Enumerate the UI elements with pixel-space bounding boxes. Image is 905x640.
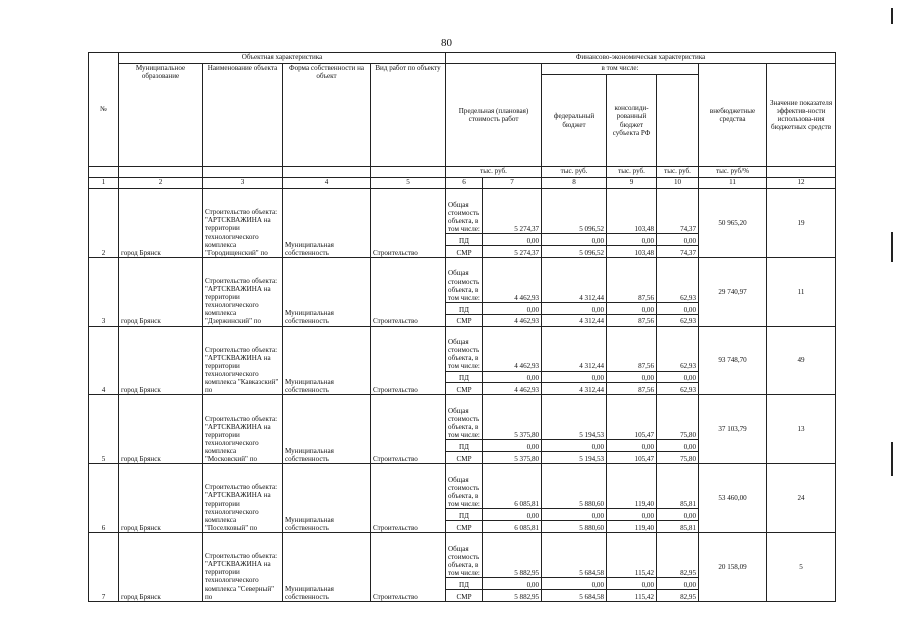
unit-consolidated: тыс. руб. xyxy=(607,167,657,178)
total-label: Общая стоимость объекта, в том числе: xyxy=(446,326,483,371)
work-type-cell: Строительство xyxy=(371,395,446,464)
col-num-7: 7 xyxy=(483,178,542,189)
consolidated-value: 105,47 xyxy=(607,452,657,464)
scan-edge-mark xyxy=(891,232,893,262)
table-row xyxy=(89,395,836,440)
col-num-4: 4 xyxy=(283,178,371,189)
municipality-cell: город Брянск xyxy=(119,464,203,533)
indicator-value: 53 460,00 xyxy=(699,464,767,533)
offbudget-value: 62,93 xyxy=(657,314,699,326)
col-num-3: 3 xyxy=(203,178,283,189)
indicator-value: 50 965,20 xyxy=(699,189,767,258)
work-type-cell: Строительство xyxy=(371,189,446,258)
row-number: 4 xyxy=(89,326,119,395)
federal-value: 5 880,60 xyxy=(542,464,607,509)
cost-value: 5 375,80 xyxy=(483,452,542,464)
cost-value: 4 462,93 xyxy=(483,257,542,302)
ownership-cell: Муниципальная собственность xyxy=(283,464,371,533)
table-row xyxy=(89,326,836,371)
municipality-cell: город Брянск xyxy=(119,532,203,601)
header-work-type: Вид работ по объекту xyxy=(371,64,446,167)
cost-value: 5 882,95 xyxy=(483,589,542,601)
col-num-10: 10 xyxy=(657,178,699,189)
consolidated-value: 87,56 xyxy=(607,326,657,371)
header-consolidated-spacer xyxy=(657,75,699,167)
header-indicator: Значение показателя эффектив-ности использова-ния бюджетных средств xyxy=(767,64,836,167)
federal-value: 4 312,44 xyxy=(542,257,607,302)
ownership-cell: Муниципальная собственность xyxy=(283,532,371,601)
offbudget-value: 0,00 xyxy=(657,509,699,521)
work-type-cell: Строительство xyxy=(371,532,446,601)
municipality-cell: город Брянск xyxy=(119,189,203,258)
cost-value: 5 274,37 xyxy=(483,189,542,234)
pd-label: ПД xyxy=(446,577,483,589)
consolidated-value: 115,42 xyxy=(607,589,657,601)
object-name-cell: Строительство объекта: "АРТСКВАЖИНА на территории технологического комплекса "Кавказский" по xyxy=(203,326,283,395)
row-number: 6 xyxy=(89,464,119,533)
cost-value: 0,00 xyxy=(483,371,542,383)
federal-value: 5 194,53 xyxy=(542,395,607,440)
rank-value: 13 xyxy=(767,395,836,464)
pd-label: ПД xyxy=(446,234,483,246)
header-object-group: Объектная характеристика xyxy=(119,53,446,64)
rank-value: 11 xyxy=(767,257,836,326)
object-name-cell: Строительство объекта: "АРТСКВАЖИНА на территории технологического комплекса "Городищенский" по xyxy=(203,189,283,258)
rank-value: 49 xyxy=(767,326,836,395)
col-num-6: 6 xyxy=(446,178,483,189)
federal-value: 5 194,53 xyxy=(542,452,607,464)
smr-label: СМР xyxy=(446,314,483,326)
cost-value: 0,00 xyxy=(483,509,542,521)
pd-label: ПД xyxy=(446,509,483,521)
header-municipality: Муниципальное образование xyxy=(119,64,203,167)
col-num-11: 11 xyxy=(699,178,767,189)
object-name-cell: Строительство объекта: "АРТСКВАЖИНА на территории технологического комплекса "Поселковый" по xyxy=(203,464,283,533)
municipality-cell: город Брянск xyxy=(119,326,203,395)
consolidated-value: 115,42 xyxy=(607,532,657,577)
federal-value: 5 096,52 xyxy=(542,245,607,257)
offbudget-value: 62,93 xyxy=(657,383,699,395)
smr-label: СМР xyxy=(446,521,483,533)
federal-value: 0,00 xyxy=(542,577,607,589)
offbudget-value: 85,81 xyxy=(657,521,699,533)
row-number: 7 xyxy=(89,532,119,601)
cost-value: 0,00 xyxy=(483,234,542,246)
header-offbudget: внебюджетные средства xyxy=(699,64,767,167)
rank-value: 19 xyxy=(767,189,836,258)
table-row xyxy=(89,189,836,234)
header-num: № xyxy=(89,53,119,167)
table-row xyxy=(89,464,836,509)
offbudget-value: 82,95 xyxy=(657,532,699,577)
cost-value: 6 085,81 xyxy=(483,464,542,509)
cost-value: 6 085,81 xyxy=(483,521,542,533)
total-label: Общая стоимость объекта, в том числе: xyxy=(446,464,483,509)
col-num-12: 12 xyxy=(767,178,836,189)
consolidated-value: 103,48 xyxy=(607,189,657,234)
indicator-value: 29 740,97 xyxy=(699,257,767,326)
consolidated-value: 87,56 xyxy=(607,257,657,302)
offbudget-value: 82,95 xyxy=(657,589,699,601)
consolidated-value: 0,00 xyxy=(607,509,657,521)
consolidated-value: 87,56 xyxy=(607,314,657,326)
row-number: 3 xyxy=(89,257,119,326)
unit-federal: тыс. руб. xyxy=(542,167,607,178)
smr-label: СМР xyxy=(446,245,483,257)
offbudget-value: 62,93 xyxy=(657,326,699,371)
ownership-cell: Муниципальная собственность xyxy=(283,395,371,464)
header-cost: Предельная (плановая) стоимость работ xyxy=(446,64,542,167)
ownership-cell: Муниципальная собственность xyxy=(283,257,371,326)
offbudget-value: 0,00 xyxy=(657,371,699,383)
pd-label: ПД xyxy=(446,440,483,452)
cost-value: 0,00 xyxy=(483,577,542,589)
page-number: 80 xyxy=(441,37,452,49)
federal-value: 0,00 xyxy=(542,371,607,383)
unit-cost: тыс. руб. xyxy=(446,167,542,178)
indicator-value: 37 103,79 xyxy=(699,395,767,464)
indicator-value: 20 158,09 xyxy=(699,532,767,601)
offbudget-value: 75,80 xyxy=(657,452,699,464)
consolidated-value: 119,40 xyxy=(607,521,657,533)
header-finance-group: Финансово-экономическая характеристика xyxy=(446,53,836,64)
ownership-cell: Муниципальная собственность xyxy=(283,326,371,395)
indicator-value: 93 748,70 xyxy=(699,326,767,395)
offbudget-value: 85,81 xyxy=(657,464,699,509)
federal-value: 0,00 xyxy=(542,302,607,314)
header-object-name: Наименование объекта xyxy=(203,64,283,167)
federal-value: 5 684,58 xyxy=(542,589,607,601)
total-label: Общая стоимость объекта, в том числе: xyxy=(446,532,483,577)
cost-value: 4 462,93 xyxy=(483,326,542,371)
col-num-1: 1 xyxy=(89,178,119,189)
rank-value: 5 xyxy=(767,532,836,601)
consolidated-value: 0,00 xyxy=(607,577,657,589)
header-including: в том числе: xyxy=(542,64,699,75)
scan-edge-mark xyxy=(891,442,893,476)
cost-value: 4 462,93 xyxy=(483,314,542,326)
federal-value: 0,00 xyxy=(542,440,607,452)
consolidated-value: 0,00 xyxy=(607,302,657,314)
total-label: Общая стоимость объекта, в том числе: xyxy=(446,395,483,440)
col-num-2: 2 xyxy=(119,178,203,189)
consolidated-value: 87,56 xyxy=(607,383,657,395)
cost-value: 5 274,37 xyxy=(483,245,542,257)
offbudget-value: 0,00 xyxy=(657,234,699,246)
consolidated-value: 119,40 xyxy=(607,464,657,509)
federal-value: 4 312,44 xyxy=(542,326,607,371)
federal-value: 5 684,58 xyxy=(542,532,607,577)
federal-value: 0,00 xyxy=(542,509,607,521)
col-num-5: 5 xyxy=(371,178,446,189)
unit-offbudget: тыс. руб. xyxy=(657,167,699,178)
consolidated-value: 0,00 xyxy=(607,234,657,246)
offbudget-value: 0,00 xyxy=(657,577,699,589)
offbudget-value: 0,00 xyxy=(657,302,699,314)
offbudget-value: 75,80 xyxy=(657,395,699,440)
pd-label: ПД xyxy=(446,371,483,383)
table-row xyxy=(89,532,836,577)
table-row xyxy=(89,257,836,302)
consolidated-value: 0,00 xyxy=(607,440,657,452)
total-label: Общая стоимость объекта, в том числе: xyxy=(446,257,483,302)
smr-label: СМР xyxy=(446,452,483,464)
scan-edge-mark xyxy=(891,8,893,24)
cost-value: 5 882,95 xyxy=(483,532,542,577)
total-label: Общая стоимость объекта, в том числе: xyxy=(446,189,483,234)
project-efficiency-table xyxy=(88,52,836,602)
object-name-cell: Строительство объекта: "АРТСКВАЖИНА на территории технологического комплекса "Дзержинский" по xyxy=(203,257,283,326)
work-type-cell: Строительство xyxy=(371,257,446,326)
cost-value: 0,00 xyxy=(483,440,542,452)
offbudget-value: 62,93 xyxy=(657,257,699,302)
header-ownership: Форма собственности на объект xyxy=(283,64,371,167)
federal-value: 5 880,60 xyxy=(542,521,607,533)
row-number: 5 xyxy=(89,395,119,464)
col-num-9: 9 xyxy=(607,178,657,189)
offbudget-value: 0,00 xyxy=(657,440,699,452)
object-name-cell: Строительство объекта: "АРТСКВАЖИНА на территории технологического комплекса "Северный" по xyxy=(203,532,283,601)
work-type-cell: Строительство xyxy=(371,464,446,533)
cost-value: 0,00 xyxy=(483,302,542,314)
federal-value: 0,00 xyxy=(542,234,607,246)
smr-label: СМР xyxy=(446,383,483,395)
col-num-8: 8 xyxy=(542,178,607,189)
pd-label: ПД xyxy=(446,302,483,314)
header-consolidated: консолиди-рованный бюджет субъекта РФ xyxy=(607,75,657,167)
rank-value: 24 xyxy=(767,464,836,533)
federal-value: 4 312,44 xyxy=(542,383,607,395)
offbudget-value: 74,37 xyxy=(657,189,699,234)
consolidated-value: 0,00 xyxy=(607,371,657,383)
municipality-cell: город Брянск xyxy=(119,257,203,326)
header-federal: федеральный бюджет xyxy=(542,75,607,167)
unit-indicator: тыс. руб/% xyxy=(699,167,767,178)
consolidated-value: 103,48 xyxy=(607,245,657,257)
work-type-cell: Строительство xyxy=(371,326,446,395)
offbudget-value: 74,37 xyxy=(657,245,699,257)
object-name-cell: Строительство объекта: "АРТСКВАЖИНА на территории технологического комплекса "Московский" по xyxy=(203,395,283,464)
ownership-cell: Муниципальная собственность xyxy=(283,189,371,258)
federal-value: 5 096,52 xyxy=(542,189,607,234)
row-number: 2 xyxy=(89,189,119,258)
cost-value: 4 462,93 xyxy=(483,383,542,395)
cost-value: 5 375,80 xyxy=(483,395,542,440)
consolidated-value: 105,47 xyxy=(607,395,657,440)
federal-value: 4 312,44 xyxy=(542,314,607,326)
municipality-cell: город Брянск xyxy=(119,395,203,464)
smr-label: СМР xyxy=(446,589,483,601)
